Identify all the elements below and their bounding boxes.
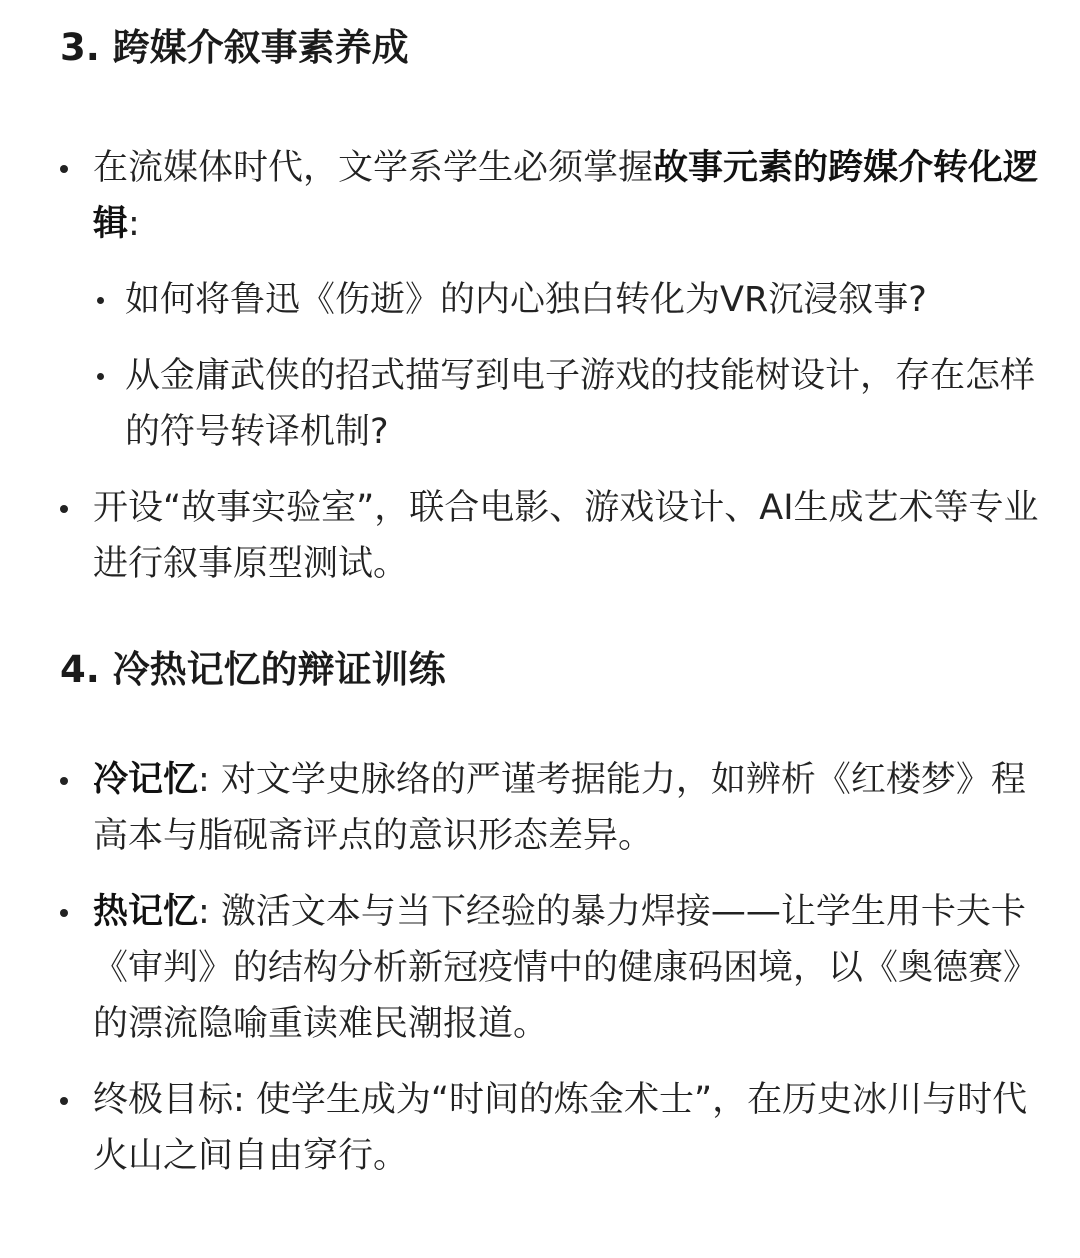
sub-list-item bbox=[60, 272, 1005, 328]
item-text: 如何将鲁迅《伤逝》的内心独白转化为VR沉浸叙事? bbox=[125, 280, 927, 320]
section-4-list bbox=[60, 752, 1040, 1184]
bullet-dot bbox=[60, 1097, 68, 1105]
bullet-dot bbox=[60, 909, 68, 917]
item-bold-text: 冷记忆 bbox=[93, 760, 199, 800]
list-item bbox=[60, 1072, 1053, 1184]
item-text: 终极目标: 使学生成为“时间的炼金术士”，在历史冰川与时代火山之间自由穿行。 bbox=[93, 1080, 1028, 1176]
item-text-tail: : bbox=[128, 204, 140, 244]
list-item bbox=[60, 140, 1053, 252]
item-bold-text: 热记忆 bbox=[93, 892, 199, 932]
section-4-title: 4. 冷热记忆的辩证训练 bbox=[60, 648, 446, 691]
item-text: 在流媒体时代，文学系学生必须掌握 bbox=[93, 148, 654, 188]
bullet-dot bbox=[60, 165, 68, 173]
sub-list-item bbox=[60, 348, 1045, 460]
bullet-dot bbox=[97, 297, 104, 304]
item-bold-text: 故事元素的跨媒介转化逻辑 bbox=[93, 148, 1039, 244]
bullet-dot bbox=[97, 373, 104, 380]
item-text: : 激活文本与当下经验的暴力焊接——让学生用卡夫卡《审判》的结构分析新冠疫情中的健康码困境，以《奥德赛》的漂流隐喻重读难民潮报道。 bbox=[93, 892, 1039, 1044]
list-item bbox=[60, 884, 1053, 1052]
section-3-title: 3. 跨媒介叙事素养成 bbox=[60, 26, 409, 69]
list-item bbox=[60, 480, 1053, 592]
bullet-dot bbox=[60, 777, 68, 785]
bullet-dot bbox=[60, 505, 68, 513]
item-text: : 对文学史脉络的严谨考据能力，如辨析《红楼梦》程高本与脂砚斋评点的意识形态差异。 bbox=[93, 760, 1026, 856]
list-item bbox=[60, 752, 1053, 864]
item-text: 从金庸武侠的招式描写到电子游戏的技能树设计，存在怎样的符号转译机制? bbox=[125, 356, 1036, 452]
section-3-list bbox=[60, 140, 1040, 592]
item-text: 开设“故事实验室”，联合电影、游戏设计、AI生成艺术等专业进行叙事原型测试。 bbox=[93, 488, 1039, 584]
